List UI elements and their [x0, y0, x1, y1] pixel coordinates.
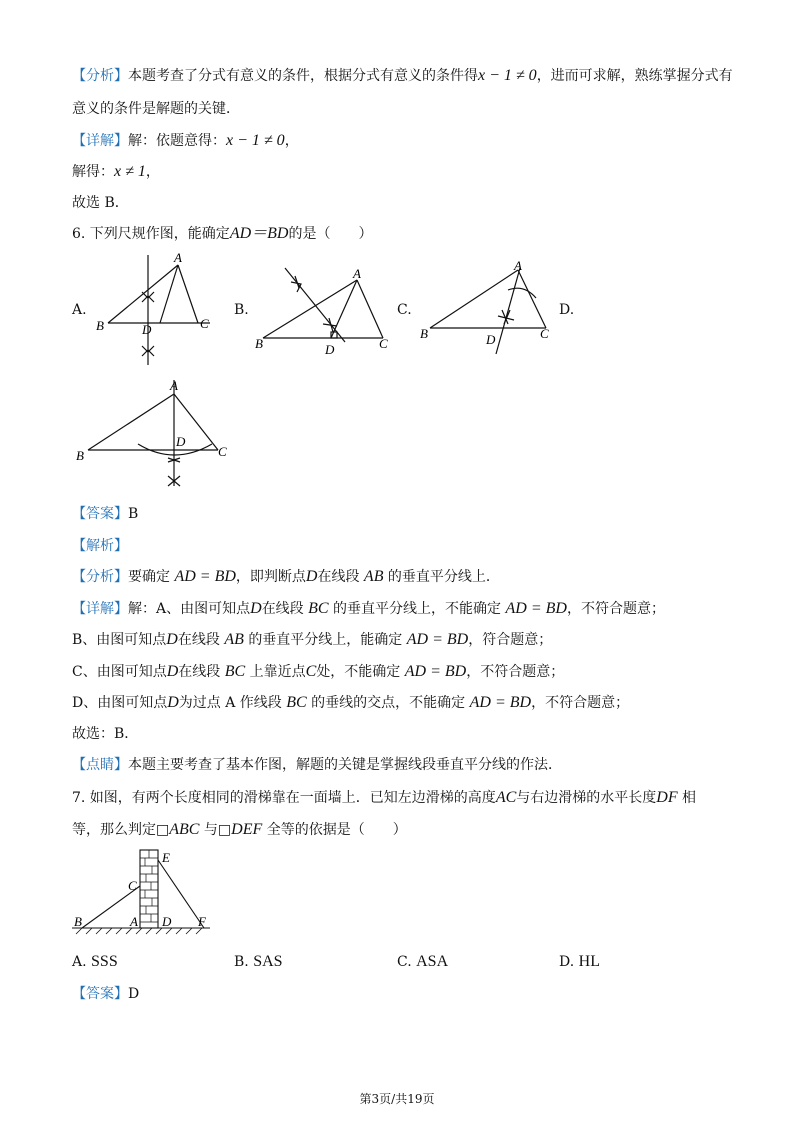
fig7-label-f: F	[198, 914, 206, 929]
q5-analysis-line2: 意义的条件是解题的关键．	[72, 101, 240, 117]
math: x − 1 ≠ 0	[478, 67, 537, 84]
fig-a-label-d: D	[142, 322, 152, 337]
q6-detail-c: C、由图可知点D在线段 BC 上靠近点C处，不能确定 AD = BD，不符合题意；	[72, 663, 565, 680]
fig7-label-e: E	[162, 850, 170, 865]
fig-b-label-c: C	[379, 336, 388, 351]
fig-a-label-c: C	[200, 316, 209, 331]
q6-option-c-label: C.	[397, 302, 412, 318]
fig-c-label-b: B	[420, 326, 428, 341]
q6-figure-a	[90, 250, 220, 370]
q6-choose: 故选：B．	[72, 726, 139, 742]
q6-dianjing: 【点睛】本题主要考查了基本作图，解题的关键是掌握线段垂直平分线的作法．	[72, 757, 562, 773]
fig-b-label-d: D	[325, 342, 335, 357]
q6-answer: 【答案】B	[72, 506, 139, 522]
q5-detail-line: 【详解】解：依题意得：x − 1 ≠ 0，	[72, 132, 299, 149]
fig7-label-a: A	[130, 914, 138, 929]
fig-c-label-c: C	[540, 326, 549, 341]
q7-slide-figure	[72, 846, 212, 936]
q6-option-d-label: D.	[559, 302, 575, 318]
q5-solve-line: 解得：x ≠ 1，	[72, 163, 160, 180]
page-footer: 第3页/共19页	[359, 1092, 435, 1106]
fig-d-label-d: D	[176, 434, 186, 449]
q5-choose-line: 故选 B．	[72, 195, 129, 211]
q5-analysis-line1: 【分析】本题考查了分式有意义的条件，根据分式有意义的条件得x − 1 ≠ 0，进而可求解，熟练掌握分式有	[72, 67, 733, 84]
fig-a-label-b: B	[96, 318, 104, 333]
fig-c-label-d: D	[486, 332, 496, 347]
fig7-label-d: D	[162, 914, 172, 929]
fig7-label-b: B	[74, 914, 82, 929]
analysis-tag: 【分析】	[72, 68, 128, 84]
fig7-label-c: C	[128, 878, 137, 893]
fig-d-label-b: B	[76, 448, 84, 463]
q6-detail-d: D、由图可知点D为过点 A 作线段 BC 的垂线的交点，不能确定 AD = BD，不符合题意；	[72, 694, 630, 711]
q7-answer: 【答案】D	[72, 986, 140, 1002]
q6-detail-a: 【详解】解：A、由图可知点D在线段 BC 的垂直平分线上，不能确定 AD = BD，不符合题意；	[72, 600, 665, 617]
q6-detail-b: B、由图可知点D在线段 AB 的垂直平分线上，能确定 AD = BD，符合题意；	[72, 631, 553, 648]
q6-figure-b	[255, 262, 395, 362]
q7-stem-line2: 等，那么判定□ABC 与□DEF 全等的依据是（ ）	[72, 821, 407, 838]
q6-jiexi-tag: 【解析】	[72, 538, 128, 554]
q7-option-d: D. HL	[559, 953, 600, 970]
q6-figure-d	[72, 378, 242, 498]
q7-option-c: C. ASA	[397, 953, 449, 970]
q7-option-b: B. SAS	[234, 953, 283, 970]
fig-d-label-a: A	[170, 378, 178, 393]
q6-option-a-label: A.	[72, 302, 87, 318]
q6-figure-c	[418, 258, 558, 358]
q6-option-b-label: B.	[234, 302, 249, 318]
fig-a-label-a: A	[174, 250, 182, 265]
fig-b-label-b: B	[255, 336, 263, 351]
detail-tag: 【详解】	[72, 133, 128, 149]
q7-stem-line1: 7. 如图，有两个长度相同的滑梯靠在一面墙上．已知左边滑梯的高度AC与右边滑梯的水平长度DF 相	[72, 789, 697, 806]
q6-fenxi: 【分析】要确定 AD = BD，即判断点D在线段 AB 的垂直平分线上．	[72, 568, 500, 585]
fig-b-label-a: A	[353, 266, 361, 281]
q6-stem: 6. 下列尺规作图，能确定AD＝BD的是（ ）	[72, 225, 373, 242]
fig-d-label-c: C	[218, 444, 227, 459]
fig-c-label-a: A	[514, 258, 522, 273]
q7-option-a: A. SSS	[72, 953, 118, 970]
